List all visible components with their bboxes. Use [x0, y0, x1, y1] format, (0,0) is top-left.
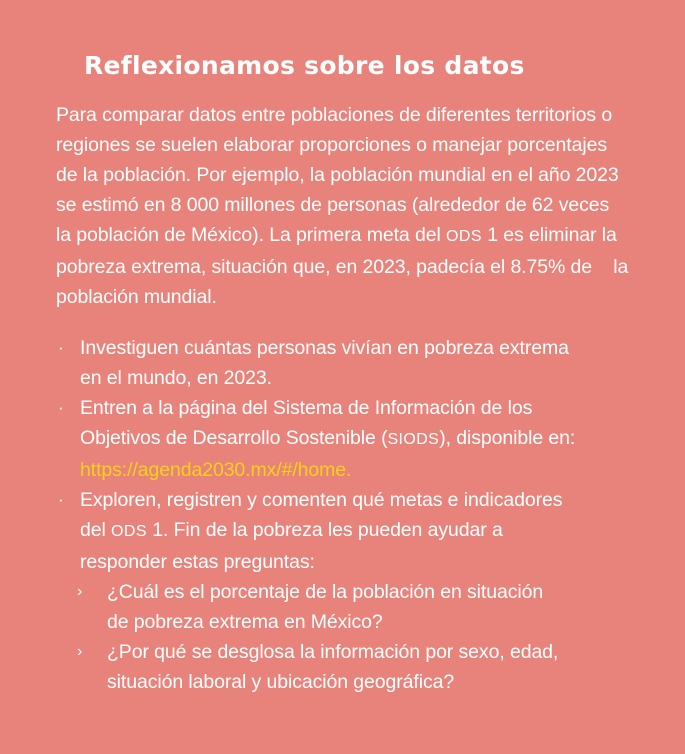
list-item [56, 485, 642, 577]
list-item [56, 333, 642, 393]
question-item [77, 637, 642, 697]
list-item-line [80, 515, 642, 547]
paragraph-line: regiones se suelen elaborar proporciones o manejar porcentajes [56, 134, 607, 156]
paragraph-line: se estimó en 8 000 millones de personas (alrededor de 62 veces [56, 194, 610, 216]
question-item-line: ¿Cuál es el porcentaje de la población en situación [107, 581, 544, 603]
paragraph-line [56, 220, 642, 252]
agenda2030-link[interactable]: https://agenda2030.mx/#/home. [80, 459, 352, 481]
question-item-line: ¿Por qué se desglosa la información por sexo, edad, [107, 641, 559, 663]
list-item-line: Investiguen cuántas personas vivían en pobreza extrema [80, 337, 569, 359]
paragraph-line-text: la población de México). La primera meta del [56, 224, 447, 246]
bullet-dot-icon: · [58, 338, 64, 357]
question-item-line: de pobreza extrema en México? [107, 611, 383, 633]
bullet-dot-icon: · [58, 398, 64, 417]
paragraph-line-tail: 1 es eliminar la [481, 224, 617, 246]
list-item-line-tail: 1. Fin de la pobreza les pueden ayudar a [146, 519, 503, 541]
list-item-line-tail: ), disponible en: [439, 427, 576, 449]
list-item-line [80, 423, 642, 455]
chevron-right-icon: › [77, 583, 83, 600]
content-body [56, 100, 642, 697]
list-item-line-text: Objetivos de Desarrollo Sostenible ( [80, 427, 388, 449]
list-item-line: Entren a la página del Sistema de Información de los [80, 397, 533, 419]
bullet-dot-icon: · [58, 490, 64, 509]
list-item-line: responder estas preguntas: [80, 551, 315, 573]
list-item [56, 393, 642, 485]
question-item [77, 577, 642, 637]
question-list [56, 577, 642, 697]
paragraph-line: pobreza extrema, situación que, en 2023, padecía el 8.75% de la [56, 256, 629, 278]
siods-abbreviation: SIODS [387, 431, 440, 448]
ods-abbreviation: ODS [446, 228, 482, 245]
list-item-line: Exploren, registren y comenten qué metas e indicadores [80, 489, 563, 511]
list-item-line: en el mundo, en 2023. [80, 367, 272, 389]
task-list [56, 333, 642, 697]
paragraph-line: población mundial. [56, 286, 217, 308]
question-item-line: situación laboral y ubicación geográfica? [107, 671, 455, 693]
chevron-right-icon: › [77, 643, 83, 660]
page-title: Reflexionamos sobre los datos [84, 50, 525, 80]
intro-paragraph [56, 100, 642, 312]
list-item-line-text: del [80, 519, 112, 541]
paragraph-line: Para comparar datos entre poblaciones de diferentes territorios o [56, 104, 613, 126]
ods-abbreviation: ODS [111, 523, 147, 540]
paragraph-line: de la población. Por ejemplo, la población mundial en el año 2023 [56, 164, 619, 186]
